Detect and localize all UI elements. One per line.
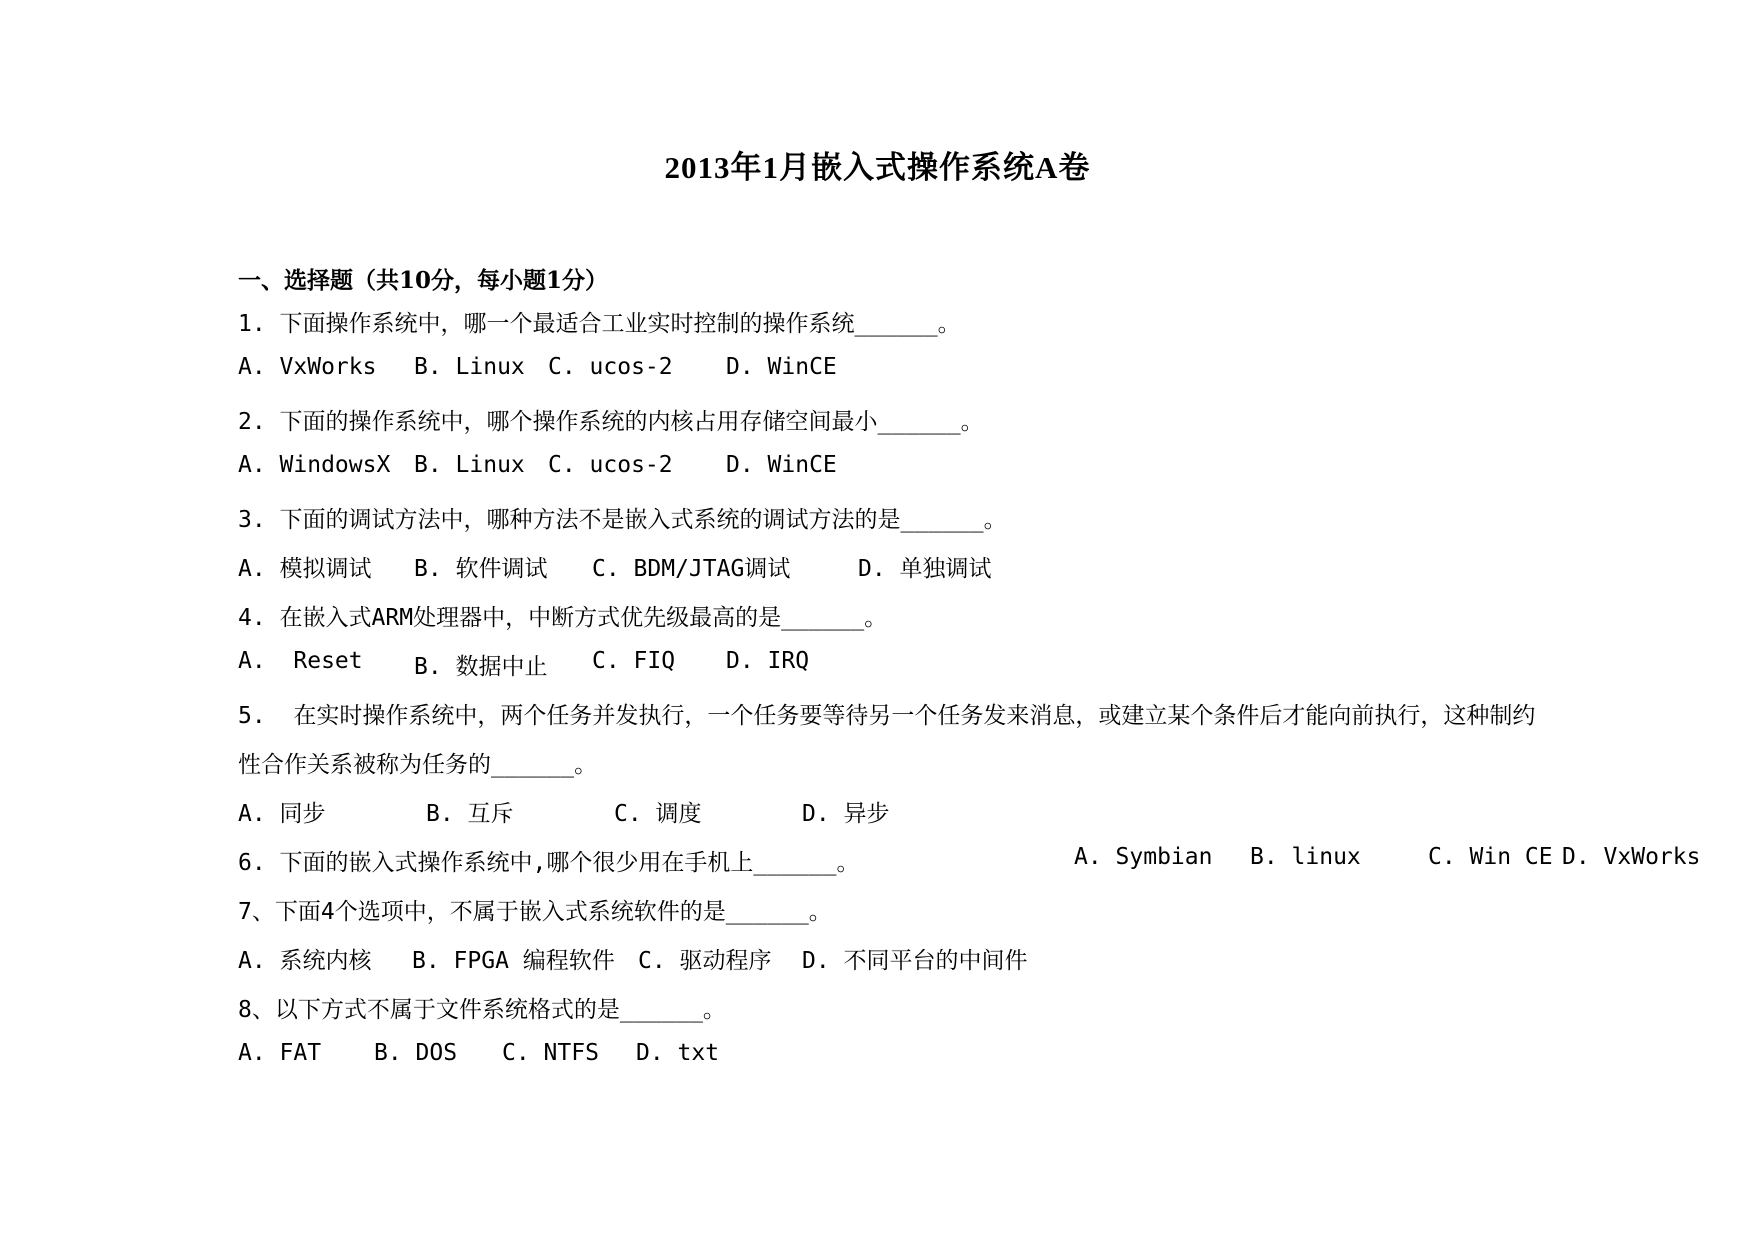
q1-option-d: D. WinCE: [726, 354, 837, 380]
q7-option-a: A. 系统内核: [238, 948, 372, 974]
section-heading: 一、选择题（共10分，每小题1分）: [238, 267, 609, 294]
q6-option-a: A. Symbian: [1074, 844, 1213, 870]
question-2: 2. 下面的操作系统中，哪个操作系统的内核占用存储空间最小______。: [238, 409, 984, 435]
q1-option-a: A. VxWorks: [238, 354, 377, 380]
q5-option-d: D. 异步: [802, 801, 890, 827]
q8-option-b: B. DOS: [374, 1040, 458, 1066]
q2-option-c: C. ucos-2: [548, 452, 673, 478]
question-4: 4. 在嵌入式ARM处理器中，中断方式优先级最高的是______。: [238, 605, 888, 631]
q5-option-a: A. 同步: [238, 801, 326, 827]
q6-option-c: C. Win CE: [1428, 844, 1553, 870]
q4-option-b: B. 数据中止: [414, 654, 548, 680]
question-8: 8、以下方式不属于文件系统格式的是______。: [238, 997, 726, 1023]
q7-option-d: D. 不同平台的中间件: [802, 948, 1028, 974]
q2-option-b: B. Linux: [414, 452, 525, 478]
q4-option-a: A. Reset: [238, 648, 363, 674]
q4-option-c: C. FIQ: [592, 648, 676, 674]
q4-option-d: D. IRQ: [726, 648, 810, 674]
q7-option-c: C. 驱动程序: [638, 948, 772, 974]
q6-option-d: D. VxWorks: [1562, 844, 1701, 870]
q3-option-a: A. 模拟调试: [238, 556, 372, 582]
question-5-line-1: 5. 在实时操作系统中，两个任务并发执行，一个任务要等待另一个任务发来消息，或建立某个条件后才能向前执行，这种制约: [238, 703, 1536, 729]
q3-option-d: D. 单独调试: [858, 556, 992, 582]
q1-option-c: C. ucos-2: [548, 354, 673, 380]
question-1: 1. 下面操作系统中，哪一个最适合工业实时控制的操作系统______。: [238, 311, 961, 337]
q3-option-b: B. 软件调试: [414, 556, 548, 582]
question-5-line-2: 性合作关系被称为任务的______。: [238, 752, 598, 778]
q8-option-c: C. NTFS: [502, 1040, 599, 1066]
question-6: 6. 下面的嵌入式操作系统中,哪个很少用在手机上______。: [238, 850, 860, 876]
q5-option-b: B. 互斥: [426, 801, 514, 827]
q8-option-a: A. FAT: [238, 1040, 322, 1066]
q1-option-b: B. Linux: [414, 354, 525, 380]
question-3: 3. 下面的调试方法中，哪种方法不是嵌入式系统的调试方法的是______。: [238, 507, 1007, 533]
q7-option-b: B. FPGA 编程软件: [412, 948, 615, 974]
q8-option-d: D. txt: [636, 1040, 720, 1066]
page-title: 2013年1月嵌入式操作系统A卷: [664, 150, 1091, 185]
q6-option-b: B. linux: [1250, 844, 1361, 870]
q3-option-c: C. BDM/JTAG调试: [592, 556, 791, 582]
q2-option-a: A. WindowsX: [238, 452, 391, 478]
q2-option-d: D. WinCE: [726, 452, 837, 478]
q5-option-c: C. 调度: [614, 801, 702, 827]
question-7: 7、下面4个选项中，不属于嵌入式系统软件的是______。: [238, 899, 832, 925]
